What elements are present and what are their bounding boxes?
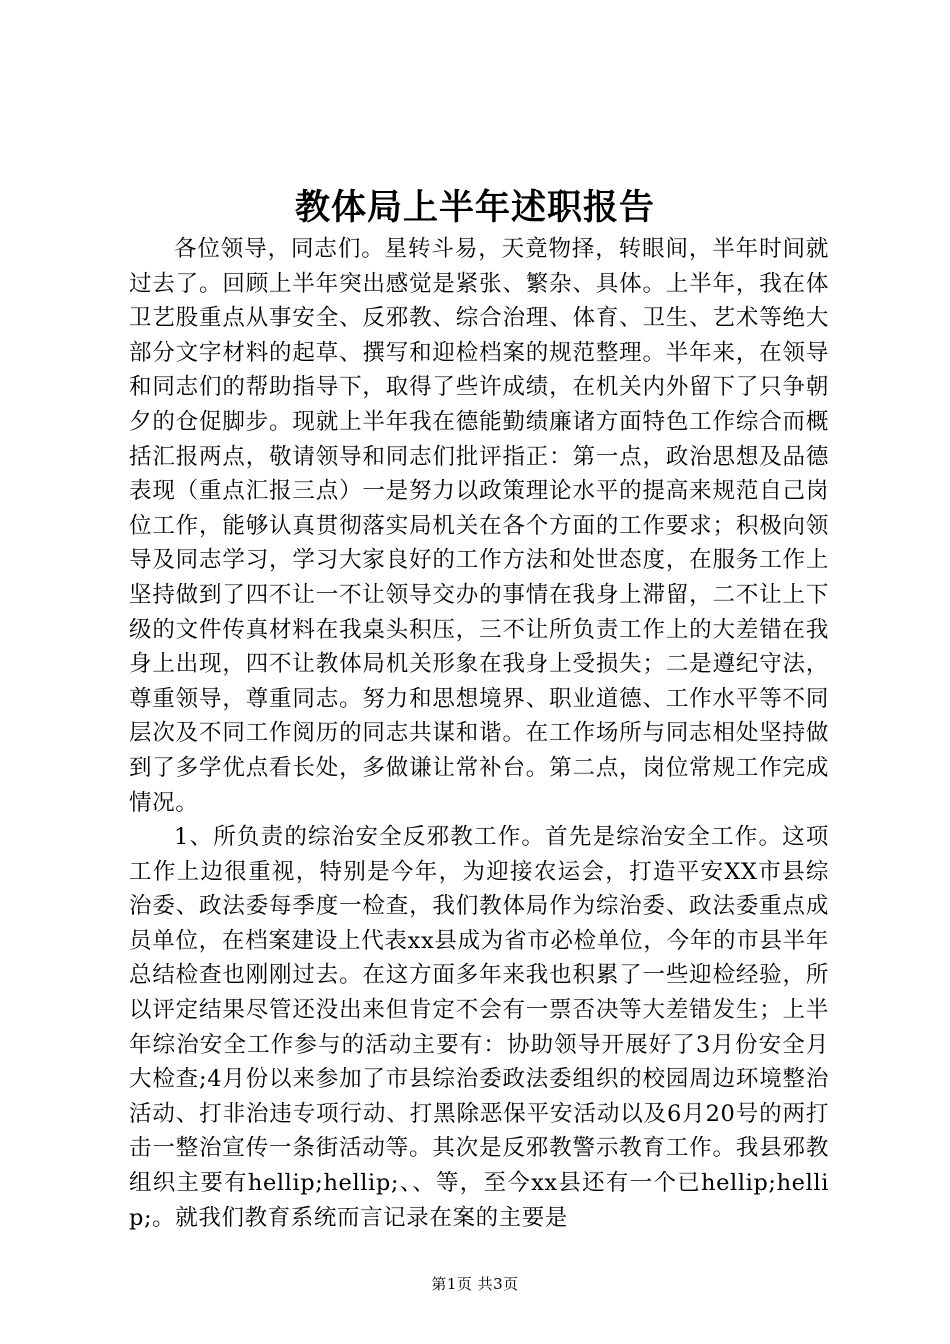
body-paragraph-2: 1、所负责的综治安全反邪教工作。首先是综治安全工作。这项工作上边很重视，特别是今年，为迎接农运会，打造平安XX市县综治委、政法委每季度一检查，我们教体局作为综治委、政法委重点成员单位，在档案建设上代表xx县成为省市必检单位，今年的市县半年总结检查也刚刚过去。在这方面多年来我也积累了一些迎检经验，所以评定结果尽管还没出来但肯定不会有一票否决等大差错发生；上半年综治安全工作参与的活动主要有：协助领导开展好了3月份安全月大检查;4月份以来参加了市县综治委政法委组织的校园周边环境整治活动、打非治违专项行动、打黑除恶保平安活动以及6月20号的两打击一整治宣传一条街活动等。其次是反邪教警示教育工作。我县邪教组织主要有hellip;hellip;、、等，至今xx县还有一个已hellip;hellip;。就我们教育系统而言记录在案的主要是: [129, 824, 829, 1231]
document-title: 教体局上半年述职报告: [294, 187, 655, 228]
document-body: [129, 232, 829, 1235]
body-paragraph-1: 各位领导，同志们。星转斗易，天竟物择，转眼间，半年时间就过去了。回顾上半年突出感觉是紧张、繁杂、具体。上半年，我在体卫艺股重点从事安全、反邪教、综合治理、体育、卫生、艺术等绝大部分文字材料的起草、撰写和迎检档案的规范整理。半年来，在领导和同志们的帮助指导下，取得了些许成绩，在机关内外留下了只争朝夕的仓促脚步。现就上半年我在德能勤绩廉诸方面特色工作综合而概括汇报两点，敬请领导和同志们批评指正：第一点，政治思想及品德表现（重点汇报三点）一是努力以政策理论水平的提高来规范自己岗位工作，能够认真贯彻落实局机关在各个方面的工作要求；积极向领导及同志学习，学习大家良好的工作方法和处世态度，在服务工作上坚持做到了四不让一不让领导交办的事情在我身上滞留，二不让上下级的文件传真材料在我桌头积压，三不让所负责工作上的大差错在我身上出现，四不让教体局机关形象在我身上受损失；二是遵纪守法，尊重领导，尊重同志。努力和思想境界、职业道德、工作水平等不同层次及不同工作阅历的同志共谋和谐。在工作场所与同志相处坚持做到了多学优点看长处，多做谦让常补台。第二点，岗位常规工作完成情况。: [129, 236, 829, 816]
page-footer: 第1页 共3页: [431, 1275, 519, 1293]
